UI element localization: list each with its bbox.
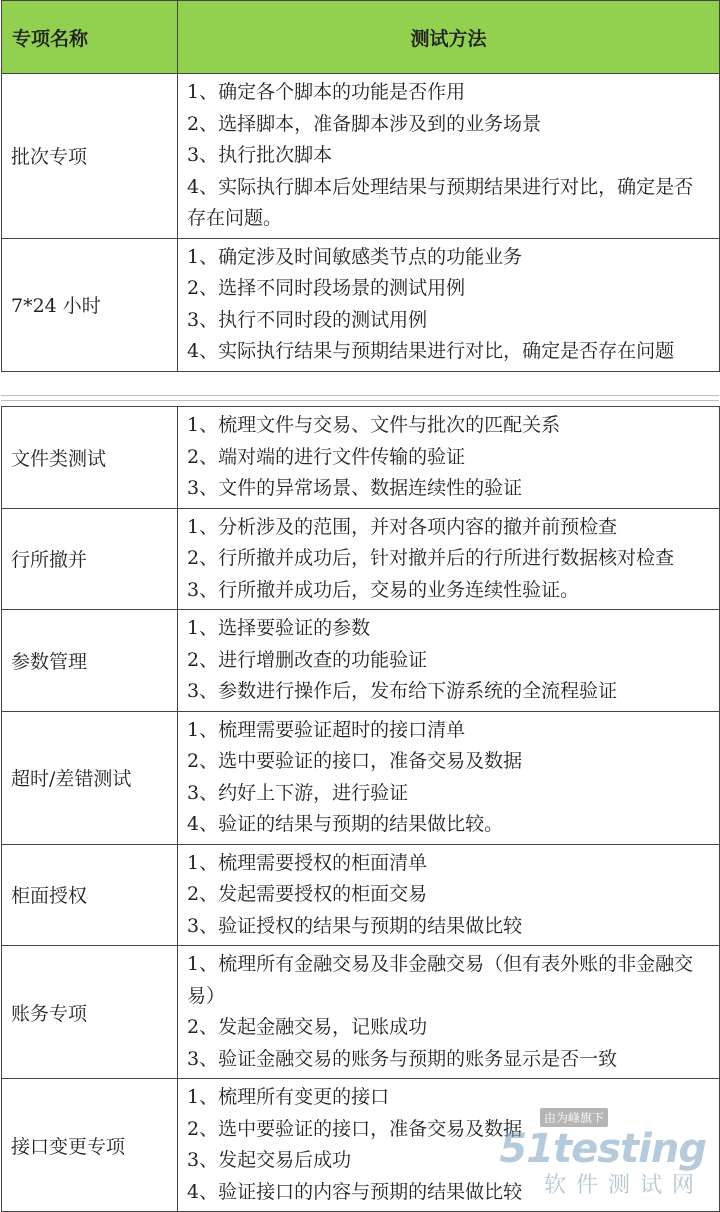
method-step: 1、梳理需要授权的柜面清单 [187, 851, 428, 874]
method-step: 3、执行不同时段的测试用例 [187, 308, 428, 331]
method-step: 4、验证的结果与预期的结果做比较。 [187, 813, 504, 835]
table-row [2, 844, 720, 946]
method-step: 4、验证接口的内容与预期的结果做比较 [187, 1180, 523, 1203]
method-step: 1、梳理所有金融交易及非金融交易（但有表外账的非金融交易） [187, 953, 694, 1007]
item-name: 账务专项 [2, 946, 178, 1079]
method-list [178, 1079, 720, 1212]
method-step: 2、选择脚本，准备脚本涉及到的业务场景 [187, 112, 542, 135]
header-item-name: 专项名称 [2, 1, 178, 74]
method-step: 3、执行批次脚本 [187, 144, 333, 166]
test-methods-table-bottom [1, 406, 720, 1212]
method-step: 3、参数进行操作后，发布给下游系统的全流程验证 [187, 680, 618, 702]
method-step: 2、选中要验证的接口，准备交易及数据 [187, 1117, 523, 1140]
method-step: 4、实际执行脚本后处理结果与预期结果进行对比，确定是否存在问题。 [187, 175, 694, 229]
method-list [178, 508, 720, 610]
method-step: 2、进行增删改查的功能验证 [187, 648, 428, 671]
item-name: 参数管理 [2, 610, 178, 712]
item-name: 柜面授权 [2, 844, 178, 946]
method-step: 1、确定各个脚本的功能是否作用 [187, 81, 466, 103]
method-list [178, 610, 720, 712]
table-gap [0, 391, 720, 406]
method-step: 3、约好上下游，进行验证 [187, 781, 409, 804]
header-test-method: 测试方法 [178, 1, 720, 74]
method-step: 1、梳理需要验证超时的接口清单 [187, 718, 466, 741]
method-list [178, 711, 720, 844]
table-row [2, 407, 720, 509]
table-row [2, 610, 720, 712]
method-step: 2、端对端的进行文件传输的验证 [187, 445, 466, 468]
test-methods-table-top [1, 0, 720, 372]
table-header-row [2, 1, 720, 74]
table-row [2, 508, 720, 610]
watermark-tag: 由为峰旗下 [540, 1108, 608, 1127]
watermark-brand: 51testing [499, 1126, 706, 1172]
method-step: 2、选中要验证的接口，准备交易及数据 [187, 750, 523, 772]
item-name: 7*24 小时 [2, 238, 178, 371]
method-step: 1、确定涉及时间敏感类节点的功能业务 [187, 245, 523, 268]
method-step: 1、选择要验证的参数 [187, 617, 371, 639]
table-row [2, 946, 720, 1079]
watermark-subtitle: 软件测试网 [543, 1173, 704, 1198]
divider [1, 395, 719, 396]
table-row [2, 711, 720, 844]
method-step: 2、行所撤并成功后，针对撤并后的行所进行数据核对检查 [187, 547, 675, 569]
method-step: 4、实际执行结果与预期结果进行对比，确定是否存在问题 [187, 340, 675, 362]
method-list [178, 407, 720, 509]
method-list [178, 946, 720, 1079]
method-step: 3、文件的异常场景、数据连续性的验证 [187, 477, 523, 499]
method-step: 1、梳理所有变更的接口 [187, 1086, 390, 1108]
item-name: 行所撤并 [2, 508, 178, 610]
method-step: 3、验证金融交易的账务与预期的账务显示是否一致 [187, 1047, 618, 1070]
method-list [178, 844, 720, 946]
method-step: 2、发起金融交易，记账成功 [187, 1016, 428, 1038]
method-list [178, 74, 720, 239]
divider [1, 400, 719, 401]
method-step: 1、梳理文件与交易、文件与批次的匹配关系 [187, 414, 561, 436]
method-list [178, 238, 720, 371]
item-name: 超时/差错测试 [2, 711, 178, 844]
method-step: 1、分析涉及的范围，并对各项内容的撤并前预检查 [187, 515, 618, 538]
item-name: 批次专项 [2, 74, 178, 239]
item-name: 文件类测试 [2, 407, 178, 509]
method-step: 3、行所撤并成功后，交易的业务连续性验证。 [187, 578, 580, 601]
method-step: 2、选择不同时段场景的测试用例 [187, 277, 466, 299]
table-row [2, 1079, 720, 1212]
table-row [2, 238, 720, 371]
method-step: 2、发起需要授权的柜面交易 [187, 883, 428, 905]
table-row [2, 74, 720, 239]
method-step: 3、发起交易后成功 [187, 1149, 352, 1171]
method-step: 3、验证授权的结果与预期的结果做比较 [187, 914, 523, 937]
item-name: 接口变更专项 [2, 1079, 178, 1212]
